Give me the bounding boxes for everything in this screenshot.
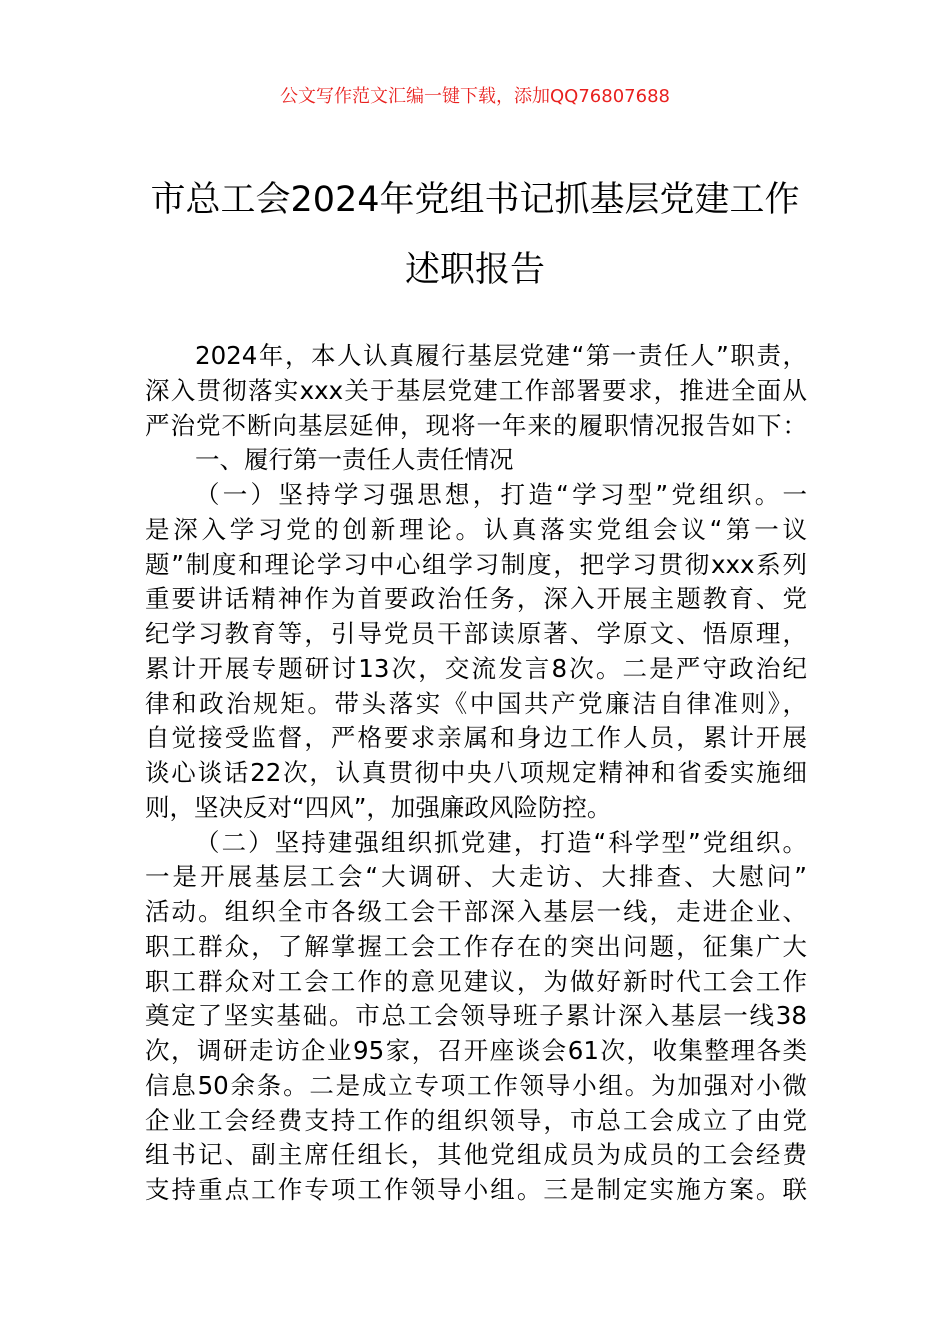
text-line: 活动。组织全市各级工会干部深入基层一线，走进企业、 [145, 897, 807, 926]
document-title-line-2: 述职报告 [404, 250, 545, 290]
text-line: 自觉接受监督，严格要求亲属和身边工作人员，累计开展 [145, 723, 807, 753]
text-line: 重要讲话精神作为首要政治任务，深入开展主题教育、党 [145, 584, 807, 614]
text-line: 纪学习教育等，引导党员干部读原著、学原文、悟原理， [145, 619, 807, 648]
text-line: 企业工会经费支持工作的组织领导，市总工会成立了由党 [145, 1105, 807, 1135]
text-line: 严治党不断向基层延伸，现将一年来的履职情况报告如下： [145, 410, 807, 440]
text-line: 职工群众，了解掌握工会工作存在的突出问题，征集广大 [145, 931, 807, 961]
document-body [145, 339, 807, 1208]
text-line: 一、履行第一责任人责任情况 [195, 445, 514, 475]
text-line: 律和政治规矩。带头落实《中国共产党廉洁自律准则》， [145, 688, 807, 718]
text-line: （二）坚持建强组织抓党建，打造“科学型”党组织。 [195, 827, 807, 857]
text-line: 题”制度和理论学习中心组学习制度，把学习贯彻xxx系列 [145, 549, 807, 579]
text-line: 信息50余条。二是成立专项工作领导小组。为加强对小微 [145, 1070, 807, 1100]
text-line: 2024年，本人认真履行基层党建“第一责任人”职责， [195, 341, 807, 370]
download-banner-link[interactable]: 公文写作范文汇编一键下载，添加QQ76807688 [280, 86, 670, 107]
text-line: 一是开展基层工会“大调研、大走访、大排查、大慰问” [145, 862, 807, 892]
text-line: 则，坚决反对“四风”，加强廉政风险防控。 [145, 792, 612, 822]
text-line: 奠定了坚实基础。市总工会领导班子累计深入基层一线38 [145, 1001, 807, 1031]
text-line: 累计开展专题研讨13次，交流发言8次。二是严守政治纪 [145, 653, 807, 683]
text-line: （一）坚持学习强思想，打造“学习型”党组织。一 [195, 480, 807, 509]
text-line: 深入贯彻落实xxx关于基层党建工作部署要求，推进全面从 [145, 375, 807, 405]
text-line: 次，调研走访企业95家，召开座谈会61次，收集整理各类 [145, 1036, 807, 1065]
text-line: 谈心谈话22次，认真贯彻中央八项规定精神和省委实施细 [145, 758, 807, 787]
text-line: 是深入学习党的创新理论。认真落实党组会议“第一议 [145, 514, 807, 544]
text-line: 组书记、副主席任组长，其他党组成员为成员的工会经费 [145, 1140, 807, 1170]
document-title-line-1: 市总工会2024年党组书记抓基层党建工作 [150, 180, 800, 220]
text-line: 支持重点工作专项工作领导小组。三是制定实施方案。联 [145, 1175, 807, 1204]
text-line: 职工群众对工会工作的意见建议，为做好新时代工会工作 [145, 966, 807, 996]
